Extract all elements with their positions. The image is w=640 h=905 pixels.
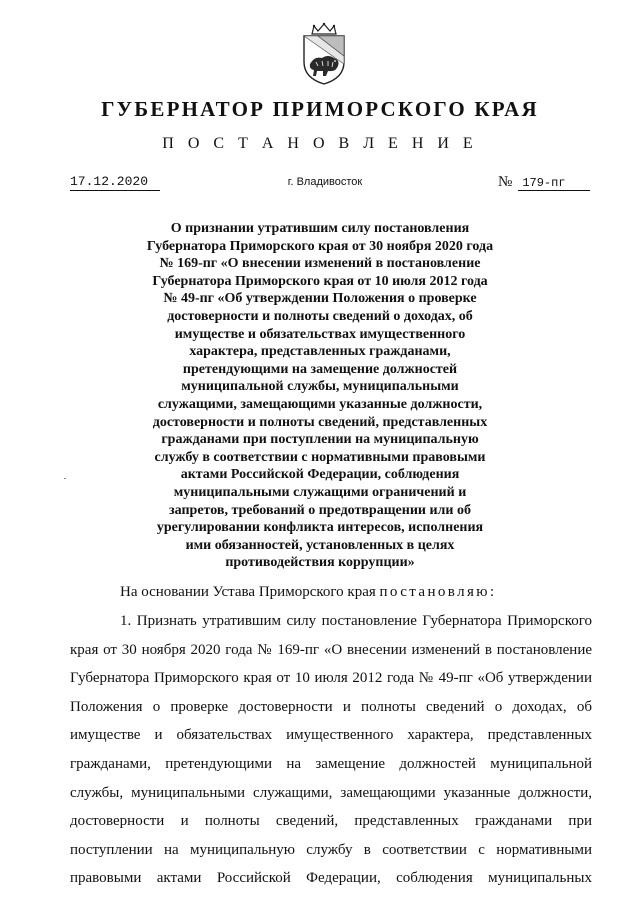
title-line: службу в соответствии с нормативными правовыми <box>154 449 486 465</box>
number-value: 179-пг <box>518 176 590 191</box>
paragraph-line: службы, муниципальными служащими, замещающими указанные должности, <box>70 784 592 801</box>
title-line: имуществе и обязательствах имущественного <box>174 326 466 342</box>
paragraph-1 <box>70 607 592 893</box>
document-date: 17.12.2020 <box>70 174 160 191</box>
paragraph-line: 1. Признать утратившим силу постановление Губернатора Приморского <box>120 613 592 629</box>
title-line: О признании утратившим силу постановления <box>170 221 470 236</box>
basis-colon: : <box>489 584 495 600</box>
title-line: № 49-пг «Об утверждении Положения о проверке <box>163 291 477 307</box>
title-line: муниципальной службы, муниципальными <box>181 379 459 395</box>
title-line: претендующими на замещение должностей <box>182 361 458 377</box>
paragraph-line: Положения о проверке достоверности и полноты сведений о доходах, об <box>70 698 592 715</box>
paragraph-line: Губернатора Приморского края от 10 июля 2012 года № 49-пг «Об утверждении <box>70 670 592 687</box>
document-number <box>498 174 590 191</box>
scan-artifact <box>64 478 66 479</box>
title-line: актами Российской Федерации, соблюдения <box>180 467 460 483</box>
title-line: противодействия коррупции» <box>225 555 415 571</box>
title-line: гражданами при поступлении на муниципальную <box>161 432 479 448</box>
title-line: муниципальными служащими ограничений и <box>173 484 467 500</box>
issuing-authority: ГУБЕРНАТОР ПРИМОРСКОГО КРАЯ <box>101 97 539 121</box>
basis-decree-word: постановляю <box>379 584 490 600</box>
basis-text: На основании Устава Приморского края <box>120 584 380 600</box>
title-line: Губернатора Приморского края от 30 ноября 2020 года <box>146 238 494 254</box>
title-line: урегулировании конфликта интересов, исполнения <box>156 520 484 536</box>
title-line: служащими, замещающими указанные должности, <box>157 396 483 412</box>
title-line: характера, представленных гражданами, <box>189 344 451 360</box>
paragraph-line: достоверности и полноты сведений, представленных гражданами при <box>70 813 592 830</box>
paragraph-line: правовыми актами Российской Федерации, соблюдения муниципальных <box>70 870 592 887</box>
paragraph-line: края от 30 ноября 2020 года № 169-пг «О внесении изменений в постановление <box>70 641 592 658</box>
title-line: № 169-пг «О внесении изменений в постановление <box>159 256 481 272</box>
document-type: П О С Т А Н О В Л Е Н И Е <box>162 135 478 152</box>
number-sign: № <box>498 174 513 190</box>
title-line: ими обязанностей, установленных в целях <box>185 537 455 553</box>
paragraph-line: гражданами, претендующими на замещение должностей муниципальной <box>70 755 592 772</box>
title-line: достоверности и полноты сведений о доходах, об <box>167 308 473 324</box>
paragraph-line: поступлении на муниципальную службу в соответствии с нормативными <box>70 841 592 858</box>
paragraph-line: имуществе и обязательствах имущественного характера, представленных <box>70 727 592 744</box>
primorsky-krai-coat-of-arms-icon <box>298 22 350 86</box>
basis-clause <box>120 584 494 601</box>
document-title <box>120 220 520 572</box>
title-line: запретов, требований о предотвращении или об <box>169 502 471 518</box>
document-city: г. Владивосток <box>287 176 363 188</box>
title-line: достоверности и полноты сведений, представленных <box>152 414 488 430</box>
title-line: Губернатора Приморского края от 10 июля 2012 года <box>152 273 488 289</box>
